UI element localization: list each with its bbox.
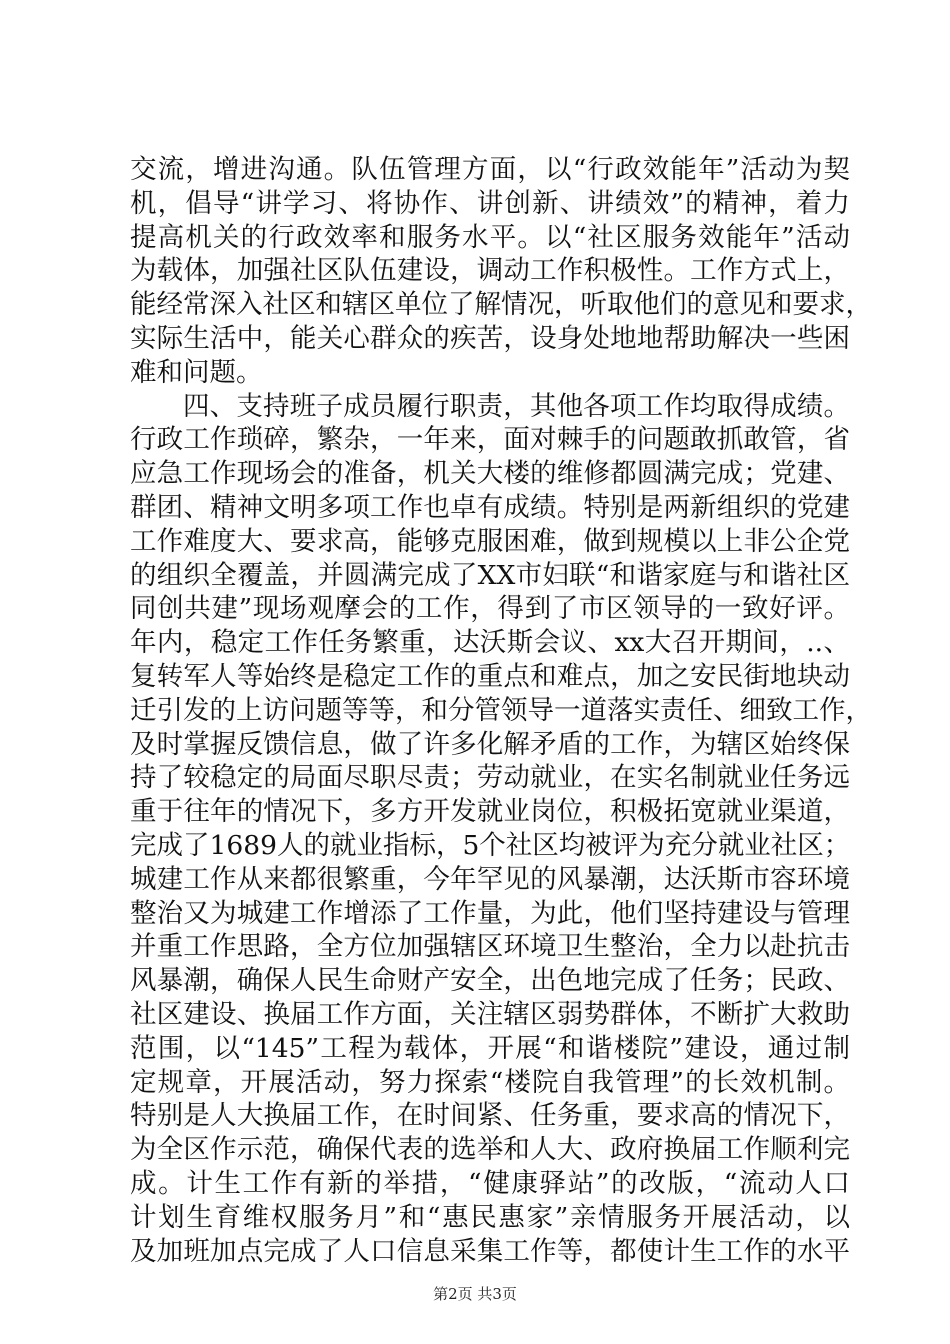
text-line: 群团、精神文明多项工作也卓有成绩。特别是两新组织的党建 xyxy=(130,491,850,523)
text-line: 风暴潮，确保人民生命财产安全，出色地完成了任务；民政、 xyxy=(130,965,850,997)
text-line: 复转军人等始终是稳定工作的重点和难点，加之安民街地块动 xyxy=(130,660,850,692)
text-line: 的组织全覆盖，并圆满完成了XX市妇联“和谐家庭与和谐社区 xyxy=(130,559,850,591)
text-line: 定规章，开展活动，努力探索“楼院自我管理”的长效机制。 xyxy=(130,1066,850,1098)
text-line: 提高机关的行政效率和服务水平。以“社区服务效能年”活动 xyxy=(130,221,850,253)
text-line: 交流，增进沟通。队伍管理方面，以“行政效能年”活动为契 xyxy=(130,154,850,185)
text-line: 实际生活中，能关心群众的疾苦，设身处地地帮助解决一些困 xyxy=(130,322,850,354)
text-line: 及加班加点完成了人口信息采集工作等，都使计生工作的水平 xyxy=(130,1235,850,1267)
text-line: 难和问题。 xyxy=(130,356,263,388)
text-line: 为载体，加强社区队伍建设，调动工作积极性。工作方式上， xyxy=(130,255,850,287)
text-line: 为全区作示范，确保代表的选举和人大、政府换届工作顺利完 xyxy=(130,1134,850,1166)
text-line: 重于往年的情况下，多方开发就业岗位，积极拓宽就业渠道， xyxy=(130,796,850,828)
text-line: 范围，以“145”工程为载体，开展“和谐楼院”建设，通过制 xyxy=(130,1032,850,1064)
text-line: 社区建设、换届工作方面，关注辖区弱势群体，不断扩大救助 xyxy=(130,998,850,1030)
text-line: 应急工作现场会的准备，机关大楼的维修都圆满完成；党建、 xyxy=(130,458,850,490)
text-line: 成。计生工作有新的举措，“健康驿站”的改版，“流动人口 xyxy=(130,1167,850,1199)
text-line: 年内，稳定工作任务繁重，达沃斯会议、xx大召开期间，..、 xyxy=(130,627,850,659)
page-number-footer: 第2页 共3页 xyxy=(433,1285,517,1303)
text-line: 四、支持班子成员履行职责，其他各项工作均取得成绩。 xyxy=(183,390,850,422)
text-line: 及时掌握反馈信息，做了许多化解矛盾的工作，为辖区始终保 xyxy=(130,728,850,760)
text-line: 城建工作从来都很繁重，今年罕见的风暴潮，达沃斯市容环境 xyxy=(130,863,850,895)
body-text xyxy=(130,153,872,1268)
text-line: 计划生育维权服务月”和“惠民惠家”亲情服务开展活动，以 xyxy=(130,1201,850,1233)
text-line: 行政工作琐碎，繁杂，一年来，面对棘手的问题敢抓敢管，省 xyxy=(130,424,850,456)
text-line: 整治又为城建工作增添了工作量，为此，他们坚持建设与管理 xyxy=(130,897,850,929)
text-line: 完成了1689人的就业指标，5个社区均被评为充分就业社区； xyxy=(130,829,851,861)
text-line: 迁引发的上访问题等等，和分管领导一道落实责任、细致工作， xyxy=(130,694,872,726)
text-line: 工作难度大、要求高，能够克服困难，做到规模以上非公企党 xyxy=(130,525,850,557)
text-line: 能经常深入社区和辖区单位了解情况，听取他们的意见和要求， xyxy=(130,289,872,321)
text-line: 机，倡导“讲学习、将协作、讲创新、讲绩效”的精神，着力 xyxy=(130,187,850,219)
text-line: 同创共建”现场观摩会的工作，得到了市区领导的一致好评。 xyxy=(130,593,850,625)
text-line: 特别是人大换届工作，在时间紧、任务重，要求高的情况下， xyxy=(130,1100,850,1132)
text-line: 并重工作思路，全方位加强辖区环境卫生整治，全力以赴抗击 xyxy=(130,931,850,963)
text-line: 持了较稳定的局面尽职尽责；劳动就业，在实名制就业任务远 xyxy=(130,762,850,794)
